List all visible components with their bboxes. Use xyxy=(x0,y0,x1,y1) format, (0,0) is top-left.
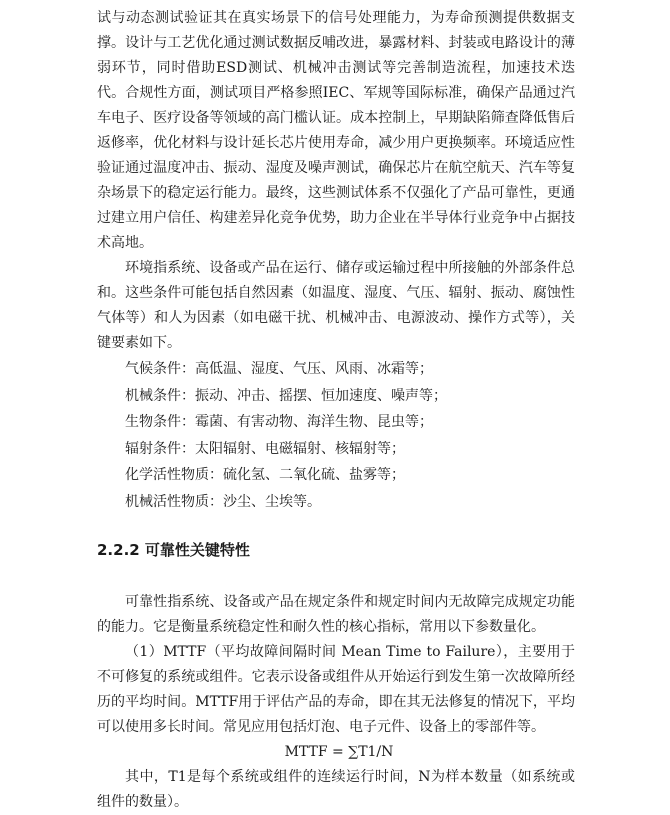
paragraph-testing-summary: 试与动态测试验证其在真实场景下的信号处理能力，为寿命预测提供数据支撑。设计与工艺优化通过测试数据反哺改进，暴露材料、封装或电路设计的薄弱环节，同时借助ESD测试、机械冲击测试等完善制造流程，加速技术迭代。合规性方面，测试项目严格参照IEC、军规等国际标准，确保产品通过汽车电子、医疗设备等领域的高门槛认证。成本控制上，早期缺陷筛查降低售后返修率，优化材料与设计延长芯片使用寿命，减少用户更换频率。环境适应性验证通过温度冲击、振动、湿度及噪声测试，确保芯片在航空航天、汽车等复杂场景下的稳定运行能力。最终，这些测试体系不仅强化了产品可靠性，更通过建立用户信任、构建差异化竞争优势，助力企业在半导体行业竞争中占据技术高地。 xyxy=(97,10,575,251)
list-item-climate: 气候条件：高低温、湿度、气压、风雨、冰霜等； xyxy=(125,361,433,377)
paragraph-environment-definition: 环境指系统、设备或产品在运行、储存或运输过程中所接触的外部条件总和。这些条件可能包括自然因素（如温度、湿度、气压、辐射、振动、腐蚀性气体等）和人为因素（如电磁干扰、机械冲击、电源波动、操作方式等），关键要素如下。 xyxy=(97,260,575,351)
mttf-formula: MTTF = ∑T1/N xyxy=(284,743,394,760)
environment-conditions-list xyxy=(97,356,575,516)
list-item-radiation: 辐射条件：太阳辐射、电磁辐射、核辐射等； xyxy=(125,440,405,457)
list-item-chemical: 化学活性物质：硫化氢、二氧化硫、盐雾等； xyxy=(125,467,405,484)
paragraph-reliability-definition: 可靠性指系统、设备或产品在规定条件和规定时间内无故障完成规定功能的能力。它是衡量系统稳定性和耐久性的核心指标，常用以下参数量化。 xyxy=(97,593,575,635)
section-heading: 2.2.2 可靠性关键特性 xyxy=(97,540,250,559)
list-item-biological: 生物条件：霉菌、有害动物、海洋生物、昆虫等； xyxy=(125,414,433,431)
paragraph-mttf: （1）MTTF（平均故障间隔时间 Mean Time to Failure），主要用于不可修复的系统或组件。它表示设备或组件从开始运行到发生第一次故障所经历的平均时间。MTTF用于评估产品的寿命，即在其无法修复的情况下，平均可以使用多长时间。常见应用包括灯泡、电子元件、设备上的零部件等。 xyxy=(97,643,575,735)
list-item-mechanical-active: 机械活性物质：沙尘、尘埃等。 xyxy=(125,493,321,510)
document-page xyxy=(97,6,575,815)
paragraph-formula-explanation: 其中，T1是每个系统或组件的连续运行时间，N为样本数量（如系统或组件的数量）。 xyxy=(97,768,575,810)
list-item-mechanical: 机械条件：振动、冲击、摇摆、恒加速度、噪声等； xyxy=(125,387,447,404)
